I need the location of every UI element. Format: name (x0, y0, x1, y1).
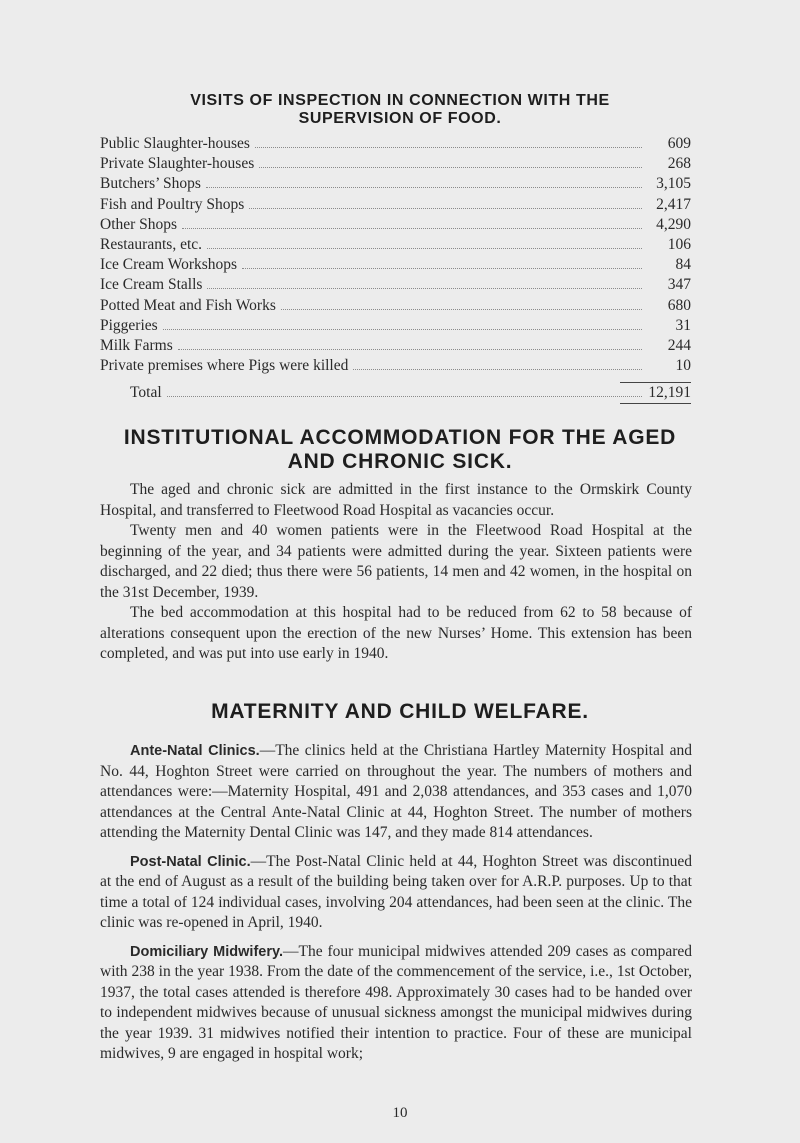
maternity-body (100, 741, 692, 1065)
row-value: 609 (667, 135, 691, 152)
table-row (100, 276, 691, 296)
antenatal-text: —The clinics held at the Christiana Hartley Maternity Hospital and No. 44, Hoghton Street were carried on throughout the year. The numbers of mothers and attendances were:—Maternity Hospital, 491 and 2,038 attendances, and 353 cases and 1,070 attendances at the Central Ante-Natal Clinic at 44, Hoghton Street. The number of mothers attending the Maternity Dental Clinic was 147, and they made 814 attendances. (100, 742, 692, 841)
food-inspection-title (90, 92, 710, 128)
row-value: 347 (667, 276, 691, 294)
table-row (100, 297, 691, 317)
row-value: 84 (675, 256, 691, 274)
table-row (100, 236, 691, 256)
domiciliary-heading: Domiciliary Midwifery. (130, 943, 284, 960)
inspection-total-row (100, 384, 691, 402)
domiciliary-paragraph (100, 942, 692, 1065)
row-label: Ice Cream Workshops (100, 256, 238, 274)
leader-dots (206, 187, 642, 188)
row-label: Fish and Poultry Shops (100, 195, 245, 213)
domiciliary-text: —The four municipal midwives attended 209 cases as compared with 238 in the year 1938. From the date of the commencement of the service, i.e., 1st October, 1937, the total cases attended is therefore 498. Approximately 30 cases had to be handed over to independent midwives because of unusual sickness amongst the municipal midwives during the year 1939. 31 midwives notified their intention to practice. Four of these are municipal midwives, 9 are engaged in hospital work; (100, 942, 693, 1062)
leader-dots (259, 167, 642, 168)
postnatal-text: —The Post-Natal Clinic held at 44, Hoghton Street was discontinued at the end of August as a result of the building being taken over for A.R.P. purposes. Up to that time a total of 124 individual cases, involving 204 attendances, had been seen at the clinic. The clinic was re-opened in April, 1940. (100, 852, 693, 931)
institutional-paragraph: Twenty men and 40 women patients were in the Fleetwood Road Hospital at the beginning of the year, and 34 patients were admitted during the year. Sixteen patients were discharged, and 22 died; thus there were 56 patients, 14 men and 42 women, in the hospital on the 31st December, 1939. (100, 522, 692, 601)
maternity-title: MATERNITY AND CHILD WELFARE. (211, 700, 589, 723)
table-row (100, 175, 691, 195)
row-value: 106 (667, 235, 691, 253)
institutional-paragraph: The aged and chronic sick are admitted in the first instance to the Ormskirk County Hospital, and transferred to Fleetwood Road Hospital as vacancies occur. (100, 481, 692, 519)
row-value: 680 (667, 296, 691, 314)
table-row (100, 357, 691, 377)
row-value: 268 (667, 155, 691, 173)
leader-dots (353, 369, 642, 370)
row-value: 10 (675, 357, 691, 375)
leader-dots (242, 268, 642, 269)
row-value: 3,105 (656, 175, 691, 193)
table-row (100, 135, 691, 155)
table-row (100, 256, 691, 276)
row-label: Ice Cream Stalls (100, 276, 203, 294)
leader-dots (249, 208, 642, 209)
food-inspection-title-line2: SUPERVISION OF FOOD. (298, 110, 502, 127)
row-value: 31 (675, 316, 691, 334)
institutional-title-line1: INSTITUTIONAL ACCOMMODATION FOR THE AGED (123, 426, 677, 449)
institutional-title (80, 426, 720, 474)
row-label: Restaurants, etc. (100, 235, 203, 253)
inspection-table (100, 135, 691, 377)
leader-dots (207, 248, 642, 249)
total-rule (620, 382, 691, 383)
institutional-body (100, 480, 692, 665)
leader-dots (178, 349, 642, 350)
table-row (100, 155, 691, 175)
table-row (100, 216, 691, 236)
total-underline (620, 403, 691, 404)
row-label: Butchers’ Shops (100, 175, 201, 193)
total-value: 12,191 (648, 384, 691, 401)
total-leader-dots (167, 396, 642, 397)
leader-dots (255, 147, 642, 148)
table-row (100, 337, 691, 357)
row-value: 2,417 (656, 195, 691, 213)
leader-dots (163, 329, 642, 330)
row-value: 4,290 (656, 215, 691, 233)
row-label: Milk Farms (100, 336, 173, 354)
leader-dots (207, 288, 642, 289)
postnatal-paragraph (100, 852, 692, 934)
postnatal-heading: Post-Natal Clinic. (130, 853, 251, 870)
antenatal-heading: Ante-Natal Clinics. (130, 743, 260, 759)
leader-dots (281, 309, 642, 310)
row-label: Piggeries (100, 316, 158, 334)
row-label: Other Shops (100, 215, 178, 233)
institutional-title-line2: AND CHRONIC SICK. (287, 450, 513, 473)
row-label: Public Slaughter-houses (100, 135, 250, 152)
row-label: Private Slaughter-houses (100, 155, 255, 173)
total-label: Total (130, 384, 162, 401)
table-row (100, 317, 691, 337)
institutional-paragraph: The bed accommodation at this hospital had to be reduced from 62 to 58 because of alterations consequent upon the erection of the new Nurses’ Home. This extension has been completed, and was put into use early in 1940. (100, 604, 692, 662)
food-inspection-title-line1: VISITS OF INSPECTION IN CONNECTION WITH THE (190, 92, 610, 109)
leader-dots (182, 228, 642, 229)
page-number: 10 (392, 1105, 408, 1121)
antenatal-paragraph (100, 741, 692, 844)
row-label: Private premises where Pigs were killed (100, 357, 349, 375)
row-value: 244 (667, 336, 691, 354)
table-row (100, 196, 691, 216)
row-label: Potted Meat and Fish Works (100, 296, 276, 314)
